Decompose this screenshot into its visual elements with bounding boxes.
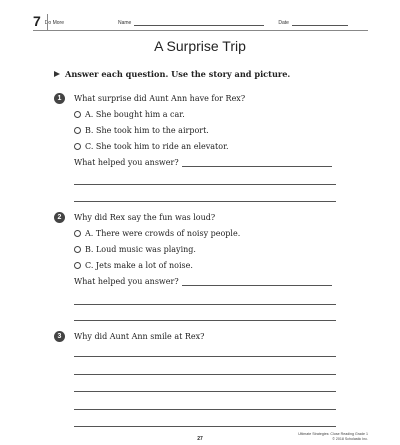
question-2-number: 2 xyxy=(54,212,65,223)
date-line[interactable] xyxy=(292,20,348,26)
radio-circle-icon[interactable] xyxy=(74,262,81,269)
name-field[interactable] xyxy=(118,20,264,26)
radio-circle-icon[interactable] xyxy=(74,111,81,118)
header-divider xyxy=(47,14,48,30)
date-field[interactable] xyxy=(278,20,348,26)
question-3-text: Why did Aunt Ann smile at Rex? xyxy=(74,332,205,341)
question-2-helped[interactable]: What helped you answer? xyxy=(74,277,332,286)
question-2-option-c[interactable]: C. Jets make a lot of noise. xyxy=(74,261,193,270)
question-1-helped[interactable]: What helped you answer? xyxy=(74,158,332,167)
question-1-number: 1 xyxy=(54,93,65,104)
writing-line[interactable] xyxy=(74,201,336,202)
radio-circle-icon[interactable] xyxy=(74,246,81,253)
footer-source-line-2: © 2018 Scholastic Inc. xyxy=(332,436,368,441)
writing-line[interactable] xyxy=(74,356,336,357)
question-2-option-a[interactable]: A. There were crowds of noisy people. xyxy=(74,229,240,238)
name-line[interactable] xyxy=(134,20,264,26)
writing-line[interactable] xyxy=(74,409,336,410)
footer-source-line-1: Ultimate Strategies: Close Reading Grade 1 xyxy=(298,432,368,436)
instructions xyxy=(54,69,290,79)
unit-label: Do More xyxy=(44,20,64,26)
question-2-option-b[interactable]: B. Loud music was playing. xyxy=(74,245,196,254)
writing-line[interactable] xyxy=(74,320,336,321)
writing-line[interactable] xyxy=(74,304,336,305)
writing-line[interactable] xyxy=(74,391,336,392)
footer-source xyxy=(298,432,368,441)
question-1-option-a[interactable]: A. She bought him a car. xyxy=(74,110,185,119)
writing-line[interactable] xyxy=(74,184,336,185)
header-rule xyxy=(33,30,368,31)
question-2-text: Why did Rex say the fun was loud? xyxy=(74,213,216,222)
instructions-text: Answer each question. Use the story and picture. xyxy=(65,69,291,79)
unit-number: 7 xyxy=(33,13,41,29)
radio-circle-icon[interactable] xyxy=(74,230,81,237)
name-label: Name xyxy=(117,20,132,26)
page-title: A Surprise Trip xyxy=(154,38,246,54)
triangle-bullet-icon xyxy=(54,71,60,77)
radio-circle-icon[interactable] xyxy=(74,143,81,150)
question-1-option-b[interactable]: B. She took him to the airport. xyxy=(74,126,209,135)
question-1-option-c[interactable]: C. She took him to ride an elevator. xyxy=(74,142,229,151)
page-number: 27 xyxy=(197,436,203,442)
helped-answer-line[interactable] xyxy=(182,158,332,167)
radio-circle-icon[interactable] xyxy=(74,127,81,134)
writing-line[interactable] xyxy=(74,374,336,375)
writing-line[interactable] xyxy=(74,426,336,427)
question-3-number: 3 xyxy=(54,331,65,342)
date-label: Date xyxy=(278,20,289,26)
page-header xyxy=(33,14,368,28)
question-1-text: What surprise did Aunt Ann have for Rex? xyxy=(74,94,246,103)
helped-answer-line[interactable] xyxy=(182,277,332,286)
